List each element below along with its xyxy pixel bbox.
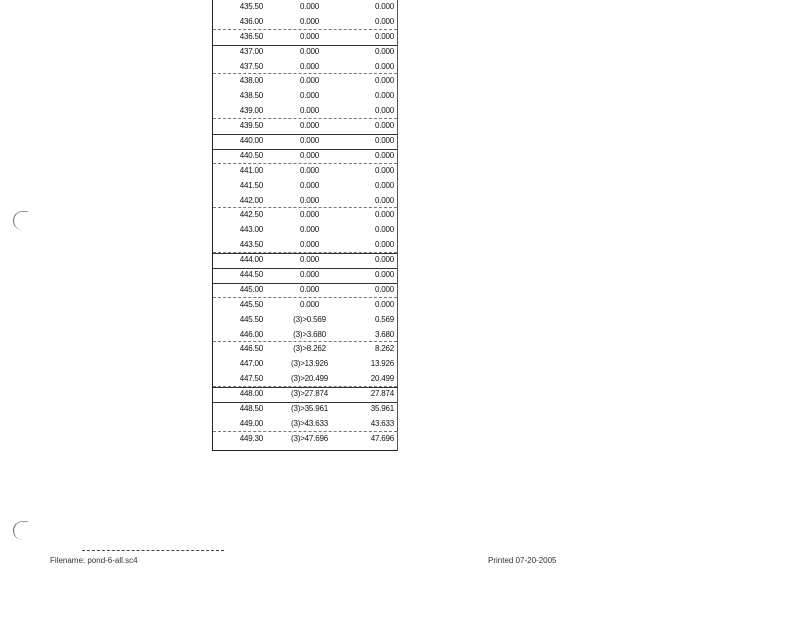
table-row: [213, 179, 397, 194]
stage-cell: 446.00: [239, 329, 263, 339]
table-row: [213, 417, 397, 432]
total-cell: 0.000: [374, 150, 394, 160]
total-cell: 0.000: [374, 91, 394, 101]
storage-cell: 0.000: [299, 106, 320, 116]
stage-cell: 438.50: [239, 91, 263, 101]
table-row: [213, 223, 397, 238]
storage-cell: (3)>43.633: [291, 418, 328, 428]
storage-cell: 0.000: [299, 165, 320, 175]
total-cell: 0.000: [374, 136, 394, 146]
stage-cell: 438.00: [239, 76, 263, 86]
storage-cell: 0.000: [299, 150, 320, 160]
table-row: [213, 402, 397, 417]
stage-cell: 443.50: [239, 240, 263, 250]
total-cell: 0.000: [374, 31, 394, 41]
table-row: [213, 164, 397, 179]
storage-cell: (3)>13.926: [291, 359, 328, 369]
total-cell: 8.262: [374, 344, 394, 354]
table-row: [213, 89, 397, 104]
storage-cell: 0.000: [299, 121, 320, 131]
stage-cell: 439.00: [239, 106, 263, 116]
storage-cell: (3)>47.696: [291, 433, 328, 443]
total-cell: 0.000: [374, 299, 394, 309]
storage-cell: 0.000: [299, 240, 320, 250]
table-row: [213, 253, 397, 268]
total-cell: 13.926: [370, 359, 394, 369]
table-row: [213, 15, 397, 30]
stage-cell: 442.50: [239, 210, 263, 220]
stage-cell: 444.00: [239, 255, 263, 265]
storage-cell: 0.000: [299, 225, 320, 235]
stage-cell: 441.00: [239, 165, 263, 175]
total-cell: 0.000: [374, 180, 394, 190]
total-cell: 0.000: [374, 2, 394, 11]
stage-cell: 443.00: [239, 225, 263, 235]
total-cell: 0.569: [374, 314, 394, 324]
storage-cell: (3)>27.874: [291, 389, 328, 399]
storage-cell: (3)>8.262: [293, 344, 326, 354]
stage-cell: 449.30: [239, 433, 263, 443]
footer-divider: [82, 550, 224, 551]
storage-cell: 0.000: [299, 16, 320, 26]
table-row: [213, 432, 397, 447]
storage-cell: 0.000: [299, 195, 320, 205]
storage-cell: 0.000: [299, 270, 320, 280]
table-row: [213, 0, 397, 15]
total-cell: 0.000: [374, 240, 394, 250]
total-cell: 0.000: [374, 16, 394, 26]
stage-cell: 448.50: [239, 404, 263, 414]
table-row: [213, 357, 397, 372]
stage-cell: 445.50: [239, 314, 263, 324]
storage-cell: (3)>3.680: [293, 329, 326, 339]
table-row: [213, 194, 397, 209]
storage-cell: (3)>20.499: [291, 374, 328, 384]
stage-cell: 437.00: [239, 46, 263, 56]
punch-hole-mark-lower: [13, 521, 28, 540]
footer-printed-date: Printed 07-20-2005: [488, 556, 557, 565]
table-row: [213, 238, 397, 253]
table-row: [213, 283, 397, 298]
table-row: [213, 134, 397, 149]
total-cell: 0.000: [374, 284, 394, 294]
storage-cell: 0.000: [299, 299, 320, 309]
table-row: [213, 149, 397, 164]
storage-cell: 0.000: [299, 2, 320, 11]
stage-cell: 436.50: [239, 31, 263, 41]
stage-cell: 440.50: [239, 150, 263, 160]
table-row: [213, 208, 397, 223]
table-row: [213, 328, 397, 343]
stage-cell: 445.00: [239, 284, 263, 294]
total-cell: 0.000: [374, 61, 394, 71]
stage-cell: 444.50: [239, 270, 263, 280]
total-cell: 43.633: [370, 418, 394, 428]
total-cell: 0.000: [374, 165, 394, 175]
stage-cell: 448.00: [239, 389, 263, 399]
stage-cell: 442.00: [239, 195, 263, 205]
punch-hole-mark-upper: [13, 211, 28, 230]
footer-filename: Filename: pond-6-all.sc4: [50, 556, 138, 565]
stage-cell: 435.50: [239, 2, 263, 11]
total-cell: 20.499: [370, 374, 394, 384]
stage-cell: 445.50: [239, 299, 263, 309]
table-row: [213, 372, 397, 387]
stage-cell: 449.00: [239, 418, 263, 428]
storage-cell: 0.000: [299, 255, 320, 265]
stage-cell: 440.00: [239, 136, 263, 146]
table-row: [213, 45, 397, 60]
table-body: [213, 0, 397, 447]
stage-cell: 436.00: [239, 16, 263, 26]
table-row: [213, 387, 397, 402]
storage-cell: 0.000: [299, 284, 320, 294]
stage-cell: 447.00: [239, 359, 263, 369]
total-cell: 3.680: [374, 329, 394, 339]
total-cell: 0.000: [374, 76, 394, 86]
total-cell: 0.000: [374, 255, 394, 265]
storage-cell: 0.000: [299, 91, 320, 101]
stage-cell: 446.50: [239, 344, 263, 354]
total-cell: 0.000: [374, 121, 394, 131]
storage-cell: (3)>35.961: [291, 404, 328, 414]
table-row: [213, 60, 397, 75]
stage-storage-table: [212, 0, 398, 451]
stage-cell: 447.50: [239, 374, 263, 384]
table-row: [213, 313, 397, 328]
total-cell: 0.000: [374, 225, 394, 235]
stage-cell: 437.50: [239, 61, 263, 71]
storage-cell: 0.000: [299, 136, 320, 146]
total-cell: 35.961: [370, 404, 394, 414]
stage-cell: 439.50: [239, 121, 263, 131]
total-cell: 0.000: [374, 46, 394, 56]
stage-cell: 441.50: [239, 180, 263, 190]
table-row: [213, 119, 397, 134]
storage-cell: 0.000: [299, 210, 320, 220]
total-cell: 0.000: [374, 210, 394, 220]
storage-cell: 0.000: [299, 76, 320, 86]
storage-cell: 0.000: [299, 61, 320, 71]
total-cell: 0.000: [374, 195, 394, 205]
storage-cell: 0.000: [299, 180, 320, 190]
table-row: [213, 74, 397, 89]
table-row: [213, 298, 397, 313]
total-cell: 0.000: [374, 106, 394, 116]
table-row: [213, 104, 397, 119]
storage-cell: (3)>0.569: [293, 314, 326, 324]
table-row: [213, 342, 397, 357]
total-cell: 47.696: [370, 433, 394, 443]
table-row: [213, 30, 397, 45]
total-cell: 27.874: [370, 389, 394, 399]
table-row: [213, 268, 397, 283]
storage-cell: 0.000: [299, 46, 320, 56]
storage-cell: 0.000: [299, 31, 320, 41]
total-cell: 0.000: [374, 270, 394, 280]
